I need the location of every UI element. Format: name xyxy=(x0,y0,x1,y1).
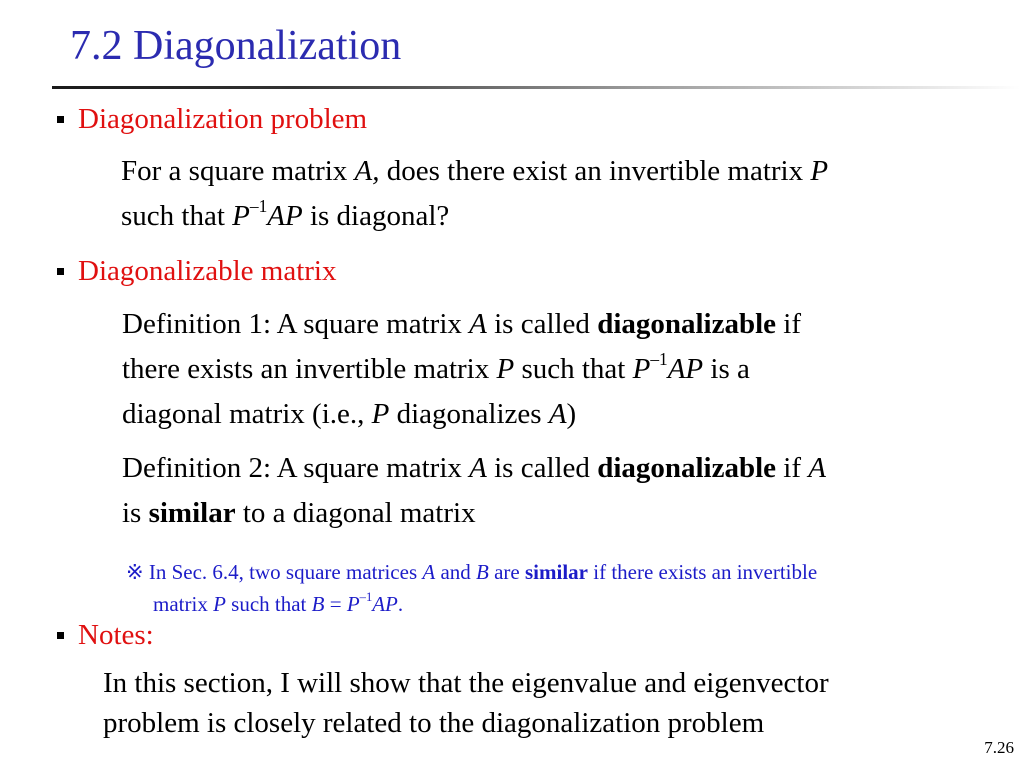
definition-1 xyxy=(122,302,801,437)
math-B: B xyxy=(311,592,325,616)
notes-line-1: In this section, I will show that the eigenvalue and eigenvector xyxy=(103,667,829,699)
text-run: are xyxy=(488,560,525,584)
reference-mark-icon: ※ xyxy=(126,560,144,584)
problem-line-2 xyxy=(121,194,828,239)
section-heading: Diagonalization problem xyxy=(78,103,368,135)
term-similar: similar xyxy=(525,560,588,584)
math-A: A xyxy=(422,560,436,584)
slide-title: 7.2 Diagonalization xyxy=(70,23,402,69)
math-superscript: –1 xyxy=(359,590,373,605)
text-run: is xyxy=(122,497,149,529)
problem-line-1 xyxy=(121,149,828,194)
text-run: there exists an invertible matrix xyxy=(122,353,497,385)
section-heading: Diagonalizable matrix xyxy=(78,255,337,287)
notes-line-2: problem is closely related to the diagonalization problem xyxy=(103,707,765,739)
text-run: Definition 1: A square matrix xyxy=(122,308,470,340)
notes-body xyxy=(103,663,829,743)
text-run: ) xyxy=(566,398,577,430)
similarity-note xyxy=(126,556,817,620)
text-run: such that xyxy=(121,200,233,232)
math-A: A, xyxy=(354,155,380,187)
text-run: and xyxy=(435,560,477,584)
text-run: For a square matrix xyxy=(121,155,355,187)
square-bullet-icon xyxy=(57,632,64,639)
definition-2 xyxy=(122,446,826,536)
text-run: if xyxy=(776,452,809,484)
math-A: A xyxy=(548,398,567,430)
text-run: such that xyxy=(514,353,633,385)
note-line-1 xyxy=(126,556,817,588)
math-A: A xyxy=(469,452,487,484)
math-P: P xyxy=(371,398,390,430)
def1-line-1 xyxy=(122,302,801,347)
text-run: does there exist an invertible matrix xyxy=(379,155,811,187)
text-run: if there exists an invertible xyxy=(588,560,818,584)
math-superscript: –1 xyxy=(249,195,268,216)
bullet-notes xyxy=(57,617,154,653)
term-similar: similar xyxy=(148,497,236,529)
term-diagonalizable: diagonalizable xyxy=(597,452,777,484)
text-run: to a diagonal matrix xyxy=(235,497,476,529)
text-run: diagonal matrix (i.e., xyxy=(122,398,372,430)
math-B: B xyxy=(476,560,489,584)
math-AP: AP xyxy=(372,592,398,616)
text-run: = xyxy=(324,592,347,616)
square-bullet-icon xyxy=(57,268,64,275)
def1-line-2 xyxy=(122,347,801,392)
math-P: P xyxy=(810,155,829,187)
math-P: P xyxy=(346,592,360,616)
math-A: A xyxy=(808,452,826,484)
math-AP: AP xyxy=(267,200,303,232)
term-diagonalizable: diagonalizable xyxy=(597,308,777,340)
text-run: Definition 2: A square matrix xyxy=(122,452,470,484)
title-divider xyxy=(52,86,1020,89)
math-P: P xyxy=(632,353,651,385)
section-heading: Notes: xyxy=(78,619,154,651)
square-bullet-icon xyxy=(57,116,64,123)
text-run: is a xyxy=(703,353,750,385)
math-P: P xyxy=(213,592,226,616)
text-run: diagonalizes xyxy=(389,398,549,430)
text-run: is called xyxy=(486,452,598,484)
def1-line-3 xyxy=(122,392,801,437)
page-number: 7.26 xyxy=(984,738,1014,757)
math-A: A xyxy=(469,308,487,340)
math-P: P xyxy=(232,200,250,232)
text-run: is diagonal? xyxy=(302,200,450,232)
text-run: . xyxy=(397,592,404,616)
text-run: if xyxy=(776,308,802,340)
math-AP: AP xyxy=(667,353,704,385)
def2-line-1 xyxy=(122,446,826,491)
bullet-diagonalization-problem xyxy=(57,101,367,137)
note-line-2 xyxy=(126,588,817,620)
math-P: P xyxy=(496,353,515,385)
def2-line-2 xyxy=(122,491,826,536)
text-run: such that xyxy=(225,592,312,616)
text-run: In Sec. 6.4, two square matrices xyxy=(143,560,423,584)
math-superscript: –1 xyxy=(650,348,668,369)
text-run: matrix xyxy=(153,592,214,616)
problem-statement xyxy=(121,149,828,239)
bullet-diagonalizable-matrix xyxy=(57,253,336,289)
text-run: is called xyxy=(486,308,598,340)
